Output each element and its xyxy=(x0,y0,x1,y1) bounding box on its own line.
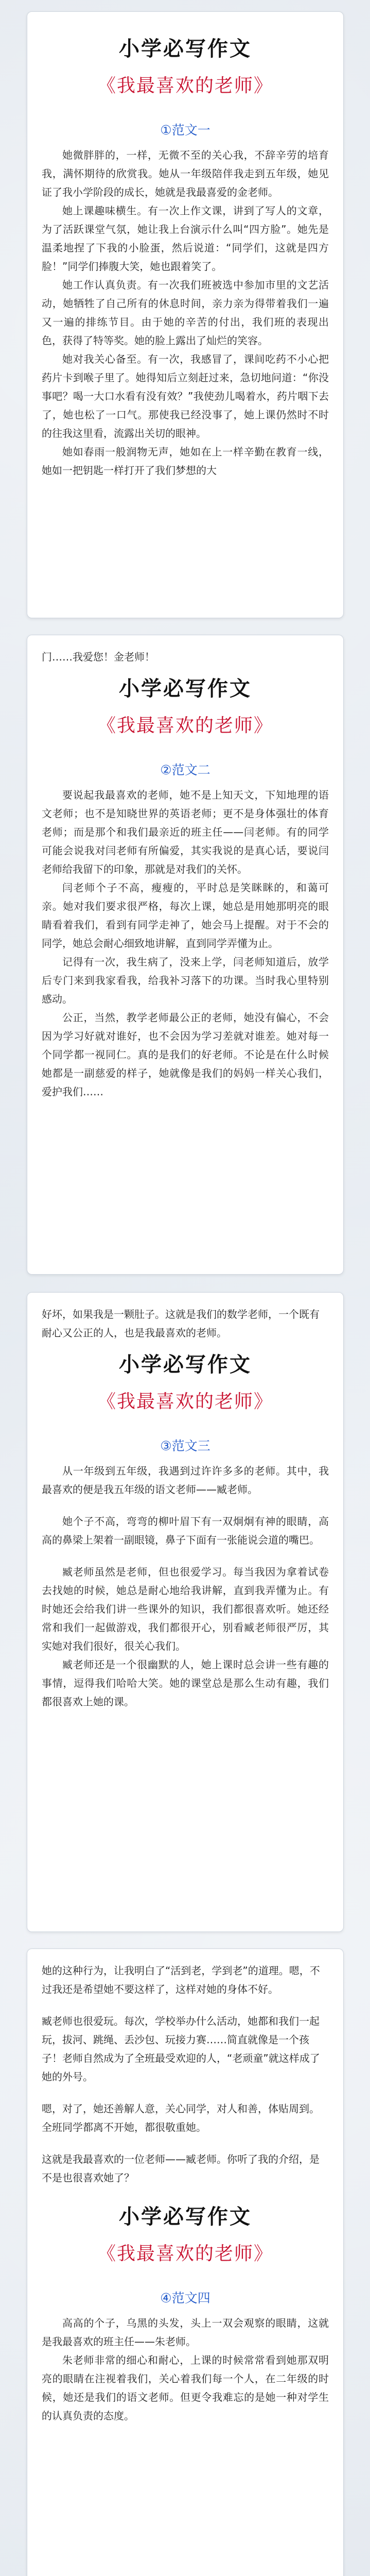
paragraph: 这就是我最喜欢的一位老师——臧老师。你听了我的介绍，是不是也很喜欢她了？ xyxy=(42,2153,320,2184)
page-title: 小学必写作文 xyxy=(119,37,252,61)
paragraph: 臧老师也很爱玩。每次，学校举办什么活动，她都和我们一起玩，拔河、跳绳、丢沙包、玩接力赛……简直就像是一个孩子！老师自然成为了全班最受欢迎的人，“老顽童”就这样成了她的外号。 xyxy=(42,2015,320,2083)
page-title: 小学必写作文 xyxy=(119,677,252,701)
paragraph: 她个子不高，弯弯的柳叶眉下有一双炯炯有神的眼睛，高高的鼻梁上架着一副眼镜，鼻子下面有一张能说会道的嘴巴。 xyxy=(42,1515,329,1546)
article-card-1 xyxy=(27,11,344,618)
article-card-4 xyxy=(27,1948,344,2576)
paragraph: 她的这种行为，让我明白了“活到老，学到老”的道理。嗯，不过我还是希望她不要这样了，这样对她的身体不好。 xyxy=(42,1964,320,1995)
page-title: 小学必写作文 xyxy=(119,2205,252,2229)
paragraph: 朱老师非常的细心和耐心，上课的时候常常看到她那双明亮的眼睛在注视着我们，关心着我们每一个人，在二年级的时候，她还是我们的语文老师。但更令我难忘的是她一种对学生的认真负责的态度。 xyxy=(42,2354,329,2422)
section-heading: ②范文二 xyxy=(160,762,210,777)
section-heading: ①范文一 xyxy=(160,123,210,138)
page-title: 小学必写作文 xyxy=(119,1353,252,1377)
paragraph: 她如春雨一般润物无声，她如在上一样辛勤在教育一线，她如一把钥匙一样打开了我们梦想的大 xyxy=(42,446,329,477)
paragraph: 她工作认真负责。有一次我们班被选中参加市里的文艺活动，她牺牲了自己所有的休息时间，亲力亲为得带着我们一遍又一遍的排练节目。由于她的辛苦的付出，我们班的表现出色，获得了特等奖。她的脸上露出了灿烂的笑容。 xyxy=(42,279,329,347)
paragraph: 臧老师还是一个很幽默的人，她上课时总会讲一些有趣的事情，逗得我们哈哈大笑。她的课堂总是那么生动有趣，我们都很喜欢上她的课。 xyxy=(42,1658,329,1708)
essay-subtitle: 《我最喜欢的老师》 xyxy=(97,1391,273,1412)
lead-text: 门……我爱您！金老师！ xyxy=(42,651,155,663)
essay-subtitle: 《我最喜欢的老师》 xyxy=(97,715,273,736)
section-heading: ③范文三 xyxy=(160,1438,210,1453)
paragraph: 臧老师虽然是老师，但也很爱学习。每当我因为拿着试卷去找她的时候，她总是耐心地给我讲解，直到我弄懂为止。有时她还会给我们讲一些课外的知识，我们都很喜欢听。她还经常和我们一起做游戏，我们都很开心，别看臧老师很严厉，其实她对我们很好，很关心我们。 xyxy=(42,1566,329,1652)
paragraph: 她上课趣味横生。有一次上作文课，讲到了写人的文章，为了活跃课堂气氛，她让我上台演示什么叫“四方脸”。她先是温柔地捏了下我的小脸蛋，然后说道：“同学们，这就是四方脸！”同学们捧腹大笑，她也跟着笑了。 xyxy=(42,205,329,273)
article-card-2 xyxy=(27,635,344,1275)
essay-subtitle: 《我最喜欢的老师》 xyxy=(97,75,273,96)
article-card-3 xyxy=(27,1292,344,1932)
paragraph: 公正，当然，教学老师最公正的老师，她没有偏心，不会因为学习好就对谁好，也不会因为学习差就对谁差。她对每一个同学都一视同仁。真的是我们的好老师。不论是在什么时候她都是一副慈爱的样子，她就像是我们的妈妈一样关心我们，爱护我们…… xyxy=(42,1011,329,1098)
paragraph: 记得有一次，我生病了，没来上学，闫老师知道后，放学后专门来到我家看我，给我补习落下的功课。当时我心里特别感动。 xyxy=(42,956,329,1005)
paragraph: 嗯，对了，她还善解人意，关心同学，对人和善，体贴周到。全班同学都离不开她，都很敬重她。 xyxy=(42,2103,320,2133)
paragraph: 她对我关心备至。有一次，我感冒了，课间吃药不小心把药片卡到喉子里了。她得知后立刻赶过来，急切地问道：“你没事吧？喝一大口水看有没有效？”我使劲儿喝着水，药片咽下去了，她也松了一口气。那使我已经没事了，她上课仍然时不时的往我这里看，流露出关切的眼神。 xyxy=(42,353,329,439)
paragraph: 她微胖胖的，一样，无微不至的关心我，不辞辛劳的培育我，满怀期待的欣赏我。她从一年级陪伴我走到五年级，她见证了我小学阶段的成长，她就是我最喜爱的金老师。 xyxy=(42,149,329,198)
paragraph: 高高的个子，乌黑的头发，头上一双会观察的眼睛，这就是我最喜欢的班主任——朱老师。 xyxy=(42,2317,329,2348)
paragraph: 要说起我最喜欢的老师，她不是上知天文，下知地理的语文老师；也不是知晓世界的英语老师；更不是身体强壮的体育老师；而是那个和我们最亲近的班主任——闫老师。有的同学可能会说我对闫老师有所偏爱，其实我说的是真心话，要说闫老师给我留下的印象，那就是对我们的关怀。 xyxy=(42,789,329,875)
paragraph: 闫老师个子不高，瘦瘦的，平时总是笑眯眯的，和蔼可亲。她对我们要求很严格，每次上课，她总是用她那明亮的眼睛看着我们，看到有同学走神了，她会马上提醒。对于不会的同学，她总会耐心细致地讲解，直到同学弄懂为止。 xyxy=(42,882,329,950)
section-heading: ④范文四 xyxy=(160,2291,210,2306)
essay-subtitle: 《我最喜欢的老师》 xyxy=(97,2243,273,2264)
paragraph: 从一年级到五年级，我遇到过许许多多的老师。其中，我最喜欢的便是我五年级的语文老师——臧老师。 xyxy=(42,1465,329,1496)
lead-text: 好坏，如果我是一颗肚子。这就是我们的数学老师，一个既有耐心又公正的人，也是我最喜欢的老师。 xyxy=(42,1308,320,1339)
